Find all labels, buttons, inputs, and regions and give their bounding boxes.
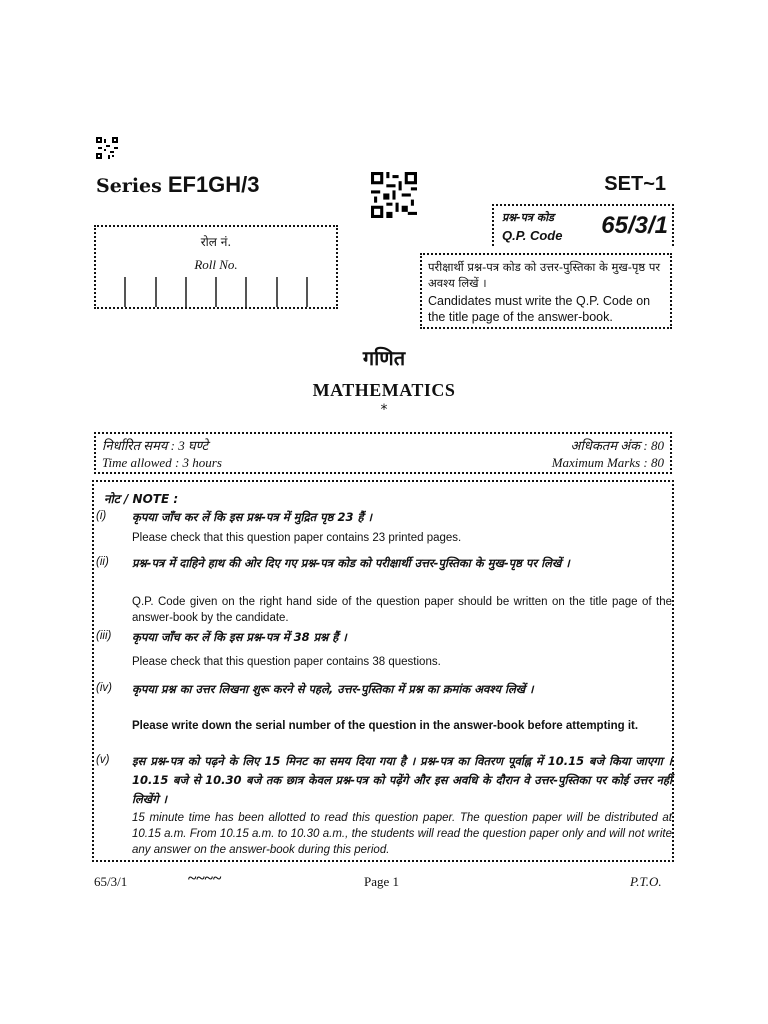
candidate-instruction-hindi: परीक्षार्थी प्रश्न-पत्र कोड को उत्तर-पुस्तिका के मुख-पृष्ठ पर अवश्य लिखें । [428,260,661,290]
roll-number-cells [96,277,336,307]
subject-title: MATHEMATICS [312,380,456,400]
qr-code-small [96,137,118,159]
roll-cell[interactable] [157,277,187,307]
note-item-text: Please write down the serial number of the question in the answer-book before attempting it. [132,720,639,732]
note-item-hindi: प्रश्न-पत्र में दाहिने हाथ की ओर दिए गए प्रश्न-पत्र कोड को परीक्षार्थी उत्तर-पुस्तिका के मुख-पृष्ठ पर लिखें । [132,556,570,570]
max-marks: Maximum Marks : 80 [551,455,664,470]
note-box [92,480,674,862]
footer-code: 65/3/1 [94,874,128,889]
candidate-instruction: Candidates must write the Q.P. Code on the title page of the answer-book. [428,294,651,324]
time-marks-box [94,432,672,474]
note-number: (v) [96,754,110,766]
note-item-hindi: कृपया प्रश्न का उत्तर लिखना शुरू करने से पहले, उत्तर-पुस्तिका में प्रश्न का क्रमांक अवश्य लिखें । [132,682,534,696]
note-title: नोट / NOTE : [104,492,179,506]
series-label: Series [96,175,162,197]
note-number: (iv) [96,682,112,694]
pto-label: P.T.O. [630,874,662,889]
qr-code-main [371,172,417,218]
roll-cell[interactable] [187,277,217,307]
time-allowed: Time allowed : 3 hours [102,455,222,470]
candidate-instruction-box [420,253,672,329]
roll-label-hindi: रोल नं. [200,235,232,249]
roll-number-box [94,225,338,309]
note-number: (iii) [96,630,112,642]
series-code: EF1GH/3 [167,172,260,197]
roll-cell[interactable] [247,277,277,307]
roll-cell[interactable] [96,277,126,307]
roll-cell[interactable] [308,277,336,307]
note-number: (ii) [96,556,109,568]
note-item-text: Please check that this question paper contains 38 questions. [132,656,441,668]
note-number: (i) [96,510,107,522]
roll-cell[interactable] [126,277,156,307]
max-marks-hindi: अधिकतम अंक : 80 [570,438,664,453]
note-item-hindi: कृपया जाँच कर लें कि इस प्रश्न-पत्र में 38 प्रश्न हैं । [132,630,347,644]
note-item-hindi: कृपया जाँच कर लें कि इस प्रश्न-पत्र में मुद्रित पृष्ठ 23 हैं । [132,510,372,524]
note-item-text: Q.P. Code given on the right hand side of the question paper should be written on the title page of the answer-book by the candidate. [132,596,672,624]
roll-cell[interactable] [278,277,308,307]
series-line [96,172,260,198]
set-label: SET~1 [604,173,666,195]
roll-cell[interactable] [217,277,247,307]
footer-ornament: ~~~~ [188,870,222,887]
page-number: Page 1 [364,874,400,889]
subject-title-hindi: गणित [362,346,406,370]
qp-code-value: 65/3/1 [601,212,668,239]
time-allowed-hindi: निर्धारित समय : 3 घण्टे [102,438,209,453]
note-item-text: 15 minute time has been allotted to read this question paper. The question paper will be distributed at 10.15 a.m. From 10.15 a.m. to 10.30 a.m., the students will read the question paper only and will not write any answer on the answer-book during this period. [132,812,672,856]
qp-code-box [492,204,674,246]
qp-code-label-hindi: प्रश्न-पत्र कोड [502,211,554,224]
note-item-hindi: इस प्रश्न-पत्र को पढ़ने के लिए 15 मिनट का समय दिया गया है । प्रश्न-पत्र का वितरण पूर्वाह्न में 10.15 बजे किया जाएगा । 10.15 बजे से 10.30 बजे तक छात्र केवल प्रश्न-पत्र को पढ़ेंगे और इस अवधि के दौरान वे उत्तर-पुस्तिका पर कोई उत्तर नहीं लिखेंगे । [132,754,672,806]
roll-label: Roll No. [194,257,238,272]
note-item-text: Please check that this question paper contains 23 printed pages. [132,532,462,544]
qp-code-label: Q.P. Code [502,228,563,243]
subject-mark: * [380,402,388,418]
